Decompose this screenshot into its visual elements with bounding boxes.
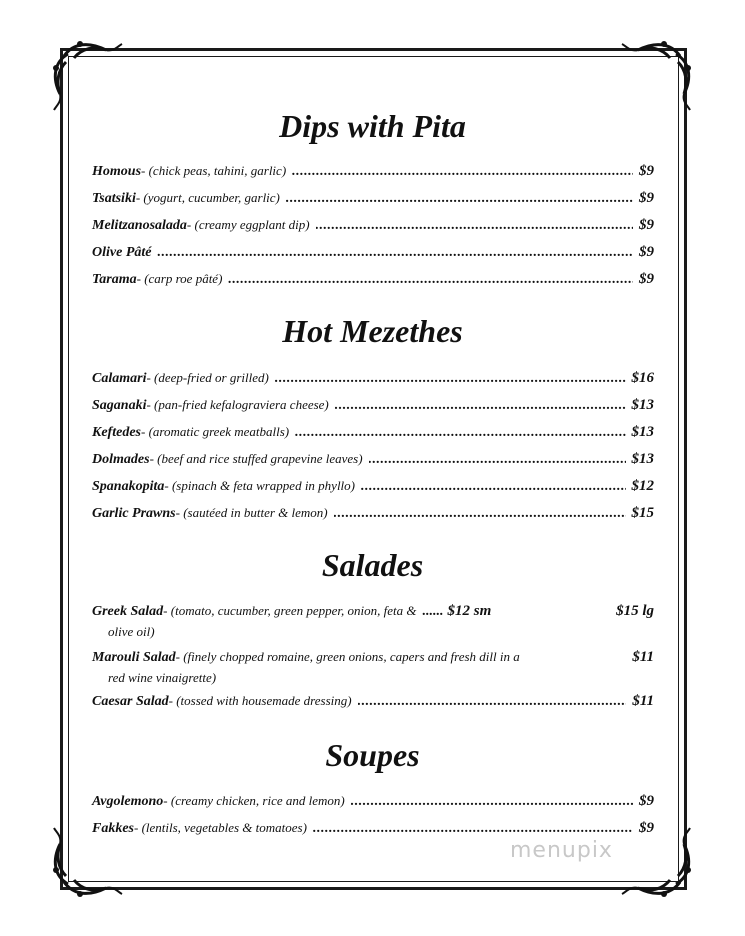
leader-dots (313, 819, 633, 839)
menu-item-fakkes (92, 818, 654, 839)
item-desc: - (chick peas, tahini, garlic) (141, 163, 287, 178)
item-price: $9 (639, 217, 654, 233)
item-desc: - (sautéed in butter & lemon) (175, 505, 328, 520)
item-desc: - (yogurt, cucumber, garlic) (135, 190, 280, 205)
item-name: Melitzanosalada (92, 218, 187, 233)
item-desc: - (beef and rice stuffed grapevine leaves) (149, 451, 363, 466)
leader-dots (361, 477, 626, 497)
item-name: Garlic Prawns (92, 506, 176, 521)
item-price: $9 (639, 820, 654, 836)
menu-item-spanakopita (92, 476, 654, 497)
item-desc: - (carp roe pâté) (136, 271, 223, 286)
item-desc: - (creamy chicken, rice and lemon) (163, 793, 345, 808)
item-price-small: $12 sm (447, 603, 492, 619)
item-price: $9 (639, 244, 654, 260)
item-desc: - (lentils, vegetables & tomatoes) (134, 820, 307, 835)
item-price: $13 (631, 451, 654, 467)
item-price: $9 (639, 793, 654, 809)
item-name: Olive Pâté (92, 245, 152, 260)
item-price: $12 (631, 478, 654, 494)
item-desc: - (tossed with housemade dressing) (168, 693, 352, 708)
item-desc-continued: red wine vinaigrette) (108, 670, 217, 685)
leader-dots (275, 369, 626, 389)
menu-item-dolmades (92, 449, 654, 470)
menu-item-caesar-salad (92, 691, 654, 712)
item-name: Fakkes (92, 821, 134, 836)
item-name: Homous (92, 164, 142, 179)
menu-item-melitzanosalada (92, 215, 654, 236)
watermark: menupix (510, 838, 613, 863)
item-price: $13 (631, 424, 654, 440)
item-price: $9 (639, 271, 654, 287)
item-name: Greek Salad (92, 604, 164, 619)
leader-dots: ...... (422, 604, 444, 619)
flourish-top-right-icon (620, 32, 700, 112)
menu-item-tarama (92, 269, 654, 290)
item-name: Avgolemono (92, 794, 164, 809)
leader-dots (334, 504, 626, 524)
item-name: Calamari (92, 371, 147, 386)
menu-item-greek-salad (92, 601, 654, 642)
item-price: $9 (639, 163, 654, 179)
menu-item-homous (92, 161, 654, 182)
leader-dots (292, 162, 633, 182)
menu-item-olive-pate (92, 242, 654, 263)
item-name: Keftedes (92, 425, 141, 440)
menu-item-marouli-salad (92, 647, 654, 688)
section-title-mezethes: Hot Mezethes (282, 313, 463, 349)
item-desc: - (finely chopped romaine, green onions, capers and fresh dill in a (175, 649, 520, 664)
item-price: $13 (631, 397, 654, 413)
flourish-top-left-icon (44, 32, 124, 112)
menu-item-tsatsiki (92, 188, 654, 209)
item-price: $15 (631, 505, 654, 521)
item-name: Tsatsiki (92, 191, 136, 206)
leader-dots (316, 216, 633, 236)
section-title-soupes: Soupes (325, 737, 420, 773)
leader-dots (228, 270, 633, 290)
leader-dots (358, 692, 627, 712)
item-price: $11 (632, 649, 654, 665)
leader-dots (369, 450, 626, 470)
leader-dots (351, 792, 633, 812)
item-desc-continued: olive oil) (108, 624, 155, 639)
menu-item-saganaki (92, 395, 654, 416)
item-name: Spanakopita (92, 479, 165, 494)
item-desc: - (pan-fried kefalograviera cheese) (146, 397, 329, 412)
item-price: $9 (639, 190, 654, 206)
menu-item-garlic-prawns (92, 503, 654, 524)
item-desc: - (tomato, cucumber, green pepper, onion, feta & (163, 603, 417, 618)
leader-dots (286, 189, 633, 209)
item-name: Dolmades (92, 452, 150, 467)
item-name: Caesar Salad (92, 694, 169, 709)
item-price-large: $15 lg (616, 603, 654, 619)
item-price: $11 (632, 693, 654, 709)
item-price: $16 (631, 370, 654, 386)
item-desc: - (spinach & feta wrapped in phyllo) (164, 478, 355, 493)
item-name: Tarama (92, 272, 137, 287)
menu-item-avgolemono (92, 791, 654, 812)
section-title-dips: Dips with Pita (279, 108, 466, 144)
section-title-salades: Salades (321, 547, 424, 583)
item-desc: - (deep-fried or grilled) (146, 370, 269, 385)
item-desc: - (creamy eggplant dip) (186, 217, 310, 232)
menu-item-keftedes (92, 422, 654, 443)
item-name: Marouli Salad (92, 650, 176, 665)
item-desc: - (aromatic greek meatballs) (140, 424, 290, 439)
item-name: Saganaki (92, 398, 147, 413)
menu-item-calamari (92, 368, 654, 389)
leader-dots (157, 243, 633, 263)
leader-dots (295, 423, 625, 443)
leader-dots (335, 396, 626, 416)
